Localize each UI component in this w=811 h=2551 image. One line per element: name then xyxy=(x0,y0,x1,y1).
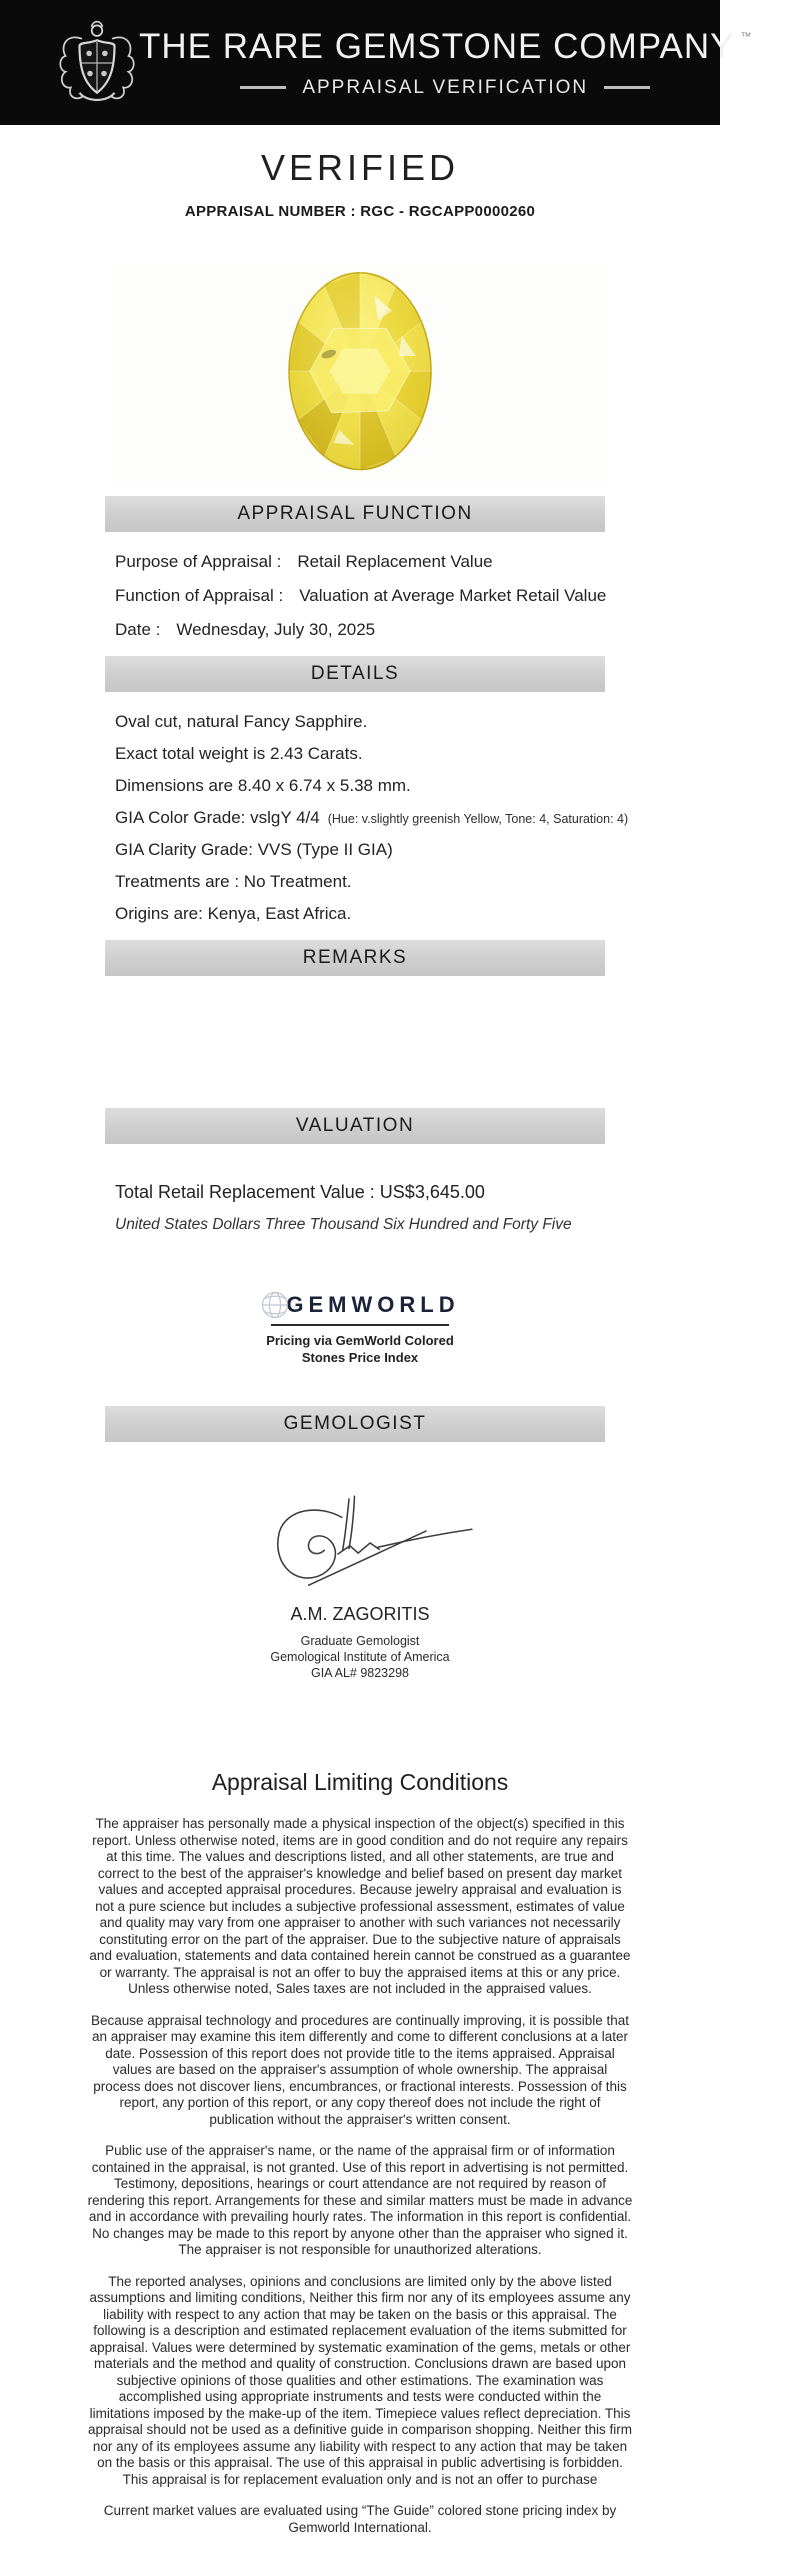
amount-in-words: United States Dollars Three Thousand Six Hundred and Forty Five xyxy=(115,1216,572,1233)
color-grade-text: GIA Color Grade: vslgY 4/4 xyxy=(115,808,320,827)
detail-treatments: Treatments are : No Treatment. xyxy=(115,872,352,891)
function-value: Valuation at Average Market Retail Value xyxy=(299,586,607,605)
valuation-body xyxy=(115,1182,720,1234)
limiting-paragraph-3: Public use of the appraiser's name, or the name of the appraisal firm or of information contained in the appraisal, is not granted. Use of this report in advertising is not permitted. Testimony, depositions, hearings or court attendance are not required by reason of rendering this report. Arrangements for these and similar matters must be made in advance and in accordance with prevailing hourly rates. The information in this report is confidential. No changes may be made to this report by anyone other than the appraiser who signed it. The appraiser is not responsible for unauthorized alterations. xyxy=(87,2143,633,2257)
header-subtitle: APPRAISAL VERIFICATION xyxy=(302,76,589,98)
subtitle-dash-right xyxy=(604,86,650,89)
appraisal-function-body xyxy=(115,552,720,640)
company-name: THE RARE GEMSTONE COMPANY xyxy=(139,26,735,66)
details-body xyxy=(115,712,720,924)
purpose-value: Retail Replacement Value xyxy=(297,552,493,571)
limiting-paragraph-1: The appraiser has personally made a physical inspection of the object(s) specified in this report. Unless otherwise noted, items are in good condition and do not require any repairs at this time. The values and descriptions listed, and all other statements, are true and correct to the best of the appraiser's knowledge and belief based on present day market values and accepted appraisal procedures. Because jewelry appraisal and evaluation is not a pure science but includes a subjective professional assessment, estimates of value and quality may vary from one appraiser to another with such variances not necessarily constituting error on the part of the appraiser. Due to the subjective nature of appraisals and evaluation, statements and data contained herein cannot be construed as a guarantee or warranty. The appraisal is not an offer to buy the appraised items at this or any price. Unless otherwise noted, Sales taxes are not included in the appraised values. xyxy=(89,1816,631,1996)
color-grade-note: (Hue: v.slightly greenish Yellow, Tone: 4, Saturation: 4) xyxy=(327,812,629,826)
subtitle-dash-left xyxy=(240,86,286,89)
gemworld-pricing-block xyxy=(220,1290,500,1366)
date-value: Wednesday, July 30, 2025 xyxy=(176,620,376,639)
detail-color-grade xyxy=(115,808,720,828)
limiting-conditions-section xyxy=(0,1769,720,2536)
globe-icon xyxy=(260,1290,290,1320)
credential-title: Graduate Gemologist xyxy=(300,1634,420,1648)
gemworld-wordmark: GEMWORLD xyxy=(286,1292,460,1317)
function-label: Function of Appraisal : xyxy=(115,586,284,605)
trademark-symbol: ™ xyxy=(740,30,752,43)
date-label: Date : xyxy=(115,620,161,639)
oval-yellow-sapphire-photo xyxy=(284,269,436,477)
detail-dimensions: Dimensions are 8.40 x 6.74 x 5.38 mm. xyxy=(115,776,411,795)
section-bar-valuation: VALUATION xyxy=(105,1108,605,1144)
gemologist-name: A.M. ZAGORITIS xyxy=(290,1604,430,1624)
total-replacement-value: Total Retail Replacement Value : US$3,645.00 xyxy=(115,1182,485,1202)
appraisal-number: APPRAISAL NUMBER : RGC - RGCAPP0000260 xyxy=(184,203,536,220)
gemworld-logo xyxy=(260,1290,459,1320)
remarks-body xyxy=(0,976,720,1108)
pricing-caption-line1: Pricing via GemWorld Colored xyxy=(266,1333,454,1348)
handwritten-signature xyxy=(225,1488,495,1598)
purpose-row xyxy=(115,552,720,572)
gemworld-rule xyxy=(271,1324,449,1326)
limiting-paragraph-5: Current market values are evaluated using “The Guide” colored stone pricing index by Gemworld International. xyxy=(103,2503,617,2535)
gem-photo-frame xyxy=(115,264,605,482)
header xyxy=(0,0,752,125)
section-bar-details: DETAILS xyxy=(105,656,605,692)
section-bar-gemologist: GEMOLOGIST xyxy=(105,1406,605,1442)
limiting-paragraph-4: The reported analyses, opinions and conclusions are limited only by the above listed assumptions and limiting conditions, Neither this firm nor any of its employees assume any liability with respect to any action that may be taken on the basis or this appraisal. The following is a description and estimated replacement evaluation of the items submitted for appraisal. Values were determined by systematic examination of the gems, metals or other materials and the method and quality of construction. Conclusions drawn are based upon subjective opinions of those qualities and other estimations. The examination was accomplished using appropriate instruments and tests were conducted within the limitations imposed by the make-up of the item. Timepiece values reflect depreciation. This appraisal should not be used as a definitive guide in comparison shopping. Neither this firm nor any of its employees assume any liability with respect to any action that may be taken on the basis or this appraisal. The use of this appraisal in public advertising is forbidden. This appraisal is for replacement evaluation only and is not an offer to purchase xyxy=(87,2273,633,2487)
credential-institute: Gemological Institute of America xyxy=(270,1650,450,1664)
detail-cut: Oval cut, natural Fancy Sapphire. xyxy=(115,712,368,731)
section-bar-remarks: REMARKS xyxy=(105,940,605,976)
signature-area xyxy=(220,1488,500,1598)
limiting-paragraph-2: Because appraisal technology and procedures are continually improving, it is possible that an appraiser may examine this item differently and come to different conclusions at a later date. Possession of this report does not provide title to the items appraised. Appraisal values are based on the appraiser's assumption of whole ownership. The appraisal process does not discover liens, encumbrances, or fractional interests. Possession of this report, any portion of this report, or any copy thereof does not include the right of publication without the appraiser's written consent. xyxy=(90,2012,630,2127)
detail-origins: Origins are: Kenya, East Africa. xyxy=(115,904,352,923)
function-row xyxy=(115,586,720,606)
pricing-caption-line2: Stones Price Index xyxy=(301,1350,419,1365)
detail-clarity-grade: GIA Clarity Grade: VVS (Type II GIA) xyxy=(115,840,393,859)
detail-weight: Exact total weight is 2.43 Carats. xyxy=(115,744,363,763)
credential-license: GIA AL# 9823298 xyxy=(310,1666,409,1680)
header-titles xyxy=(139,27,811,99)
section-bar-appraisal-function: APPRAISAL FUNCTION xyxy=(105,496,605,532)
limiting-conditions-title: Appraisal Limiting Conditions xyxy=(211,1769,509,1795)
date-row xyxy=(115,620,720,640)
purpose-label: Purpose of Appraisal : xyxy=(115,552,282,571)
heraldic-crest-icon xyxy=(55,13,139,113)
verified-status: VERIFIED xyxy=(260,147,460,188)
